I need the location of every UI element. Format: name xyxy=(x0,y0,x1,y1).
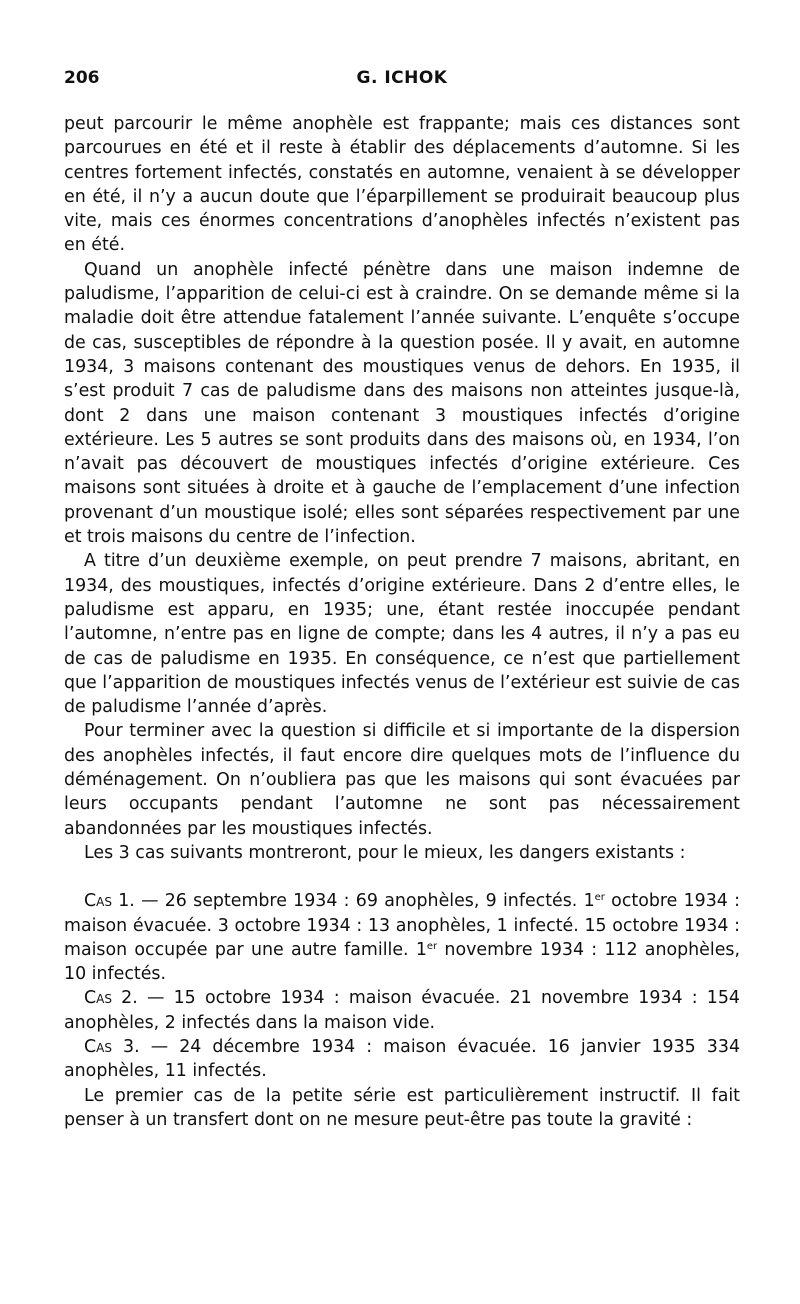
case-1-text-a: — 26 septembre 1934 : 69 anophèles, 9 infectés. 1 xyxy=(134,891,595,912)
case-1 xyxy=(64,889,740,986)
case-1-sup-2: er xyxy=(426,940,438,952)
case-1-text-c: novembre 1934 : 112 anophèles, 10 infectés. xyxy=(64,939,740,985)
paragraph-4: Pour terminer avec la question si difficile et si importante de la dispersion des anophèles infectés, il faut encore dire quelques mots de l’influence du déménagement. On n’oubliera pas que les maisons qui sont évacuées par leurs occupants pendant l’automne ne sont pas nécessairement abandonnées par les moustiques infectés. xyxy=(64,721,740,839)
paragraph-2: Quand un anophèle infecté pénètre dans une maison indemne de paludisme, l’apparition de celui-ci est à craindre. On se demande même si la maladie doit être attendue fatalement l’année suivante. L’enquête s’occupe de cas, susceptibles de répondre à la question posée. Il y avait, en automne 1934, 3 maisons contenant des moustiques venus de dehors. En 1935, il s’est produit 7 cas de paludisme dans des maisons non atteintes jusque-là, dont 2 dans une maison contenant 3 moustiques infectés d’origine extérieure. Les 5 autres se sont produits dans des maisons où, en 1934, l’on n’avait pas découvert de moustiques infectés d’origine extérieure. Ces maisons sont situées à droite et à gauche de l’emplacement d’une infection provenant d’un moustique isolé; elles sont séparées respectivement par une et trois maisons du centre de l’infection. xyxy=(64,259,740,548)
running-head xyxy=(64,68,740,98)
page-number: 206 xyxy=(64,68,100,88)
case-1-label: Cas 1. xyxy=(84,891,135,912)
paragraph-5: Les 3 cas suivants montreront, pour le mieux, les dangers existants : xyxy=(84,842,686,863)
case-3-text: — 24 décembre 1934 : maison évacuée. 16 janvier 1935 334 anophèles, 11 infectés. xyxy=(64,1036,741,1082)
case-2 xyxy=(64,986,740,1035)
case-list xyxy=(64,889,740,1083)
paragraph-3: A titre d’un deuxième exemple, on peut prendre 7 maisons, abritant, en 1934, des moustiques, infectés d’origine extérieure. Dans 2 d’entre elles, le paludisme est apparu, en 1935; une, étant restée inoccupée pendant l’automne, n’entre pas en ligne de compte; dans les 4 autres, il n’y a pas eu de cas de paludisme en 1935. En conséquence, ce n’est que partiellement que l’apparition de moustiques infectés venus de l’extérieur est suivie de cas de paludisme l’année d’après. xyxy=(64,551,740,718)
case-3-label: Cas 3. xyxy=(84,1036,140,1057)
case-2-text: — 15 octobre 1934 : maison évacuée. 21 novembre 1934 : 154 anophèles, 2 infectés dans la maison vide. xyxy=(64,988,740,1033)
case-3 xyxy=(64,1035,740,1084)
closing-paragraph: Le premier cas de la petite série est particulièrement instructif. Il fait penser à un transfert dont on ne mesure peut-être pas toute la gravité : xyxy=(64,1085,740,1130)
paragraph-1: peut parcourir le même anophèle est frappante; mais ces distances sont parcourues en été et il reste à établir des déplacements d’automne. Si les centres fortement infectés, constatés en automne, venaient à se développer en été, il n’y a aucun doute que l’éparpillement se produirait beaucoup plus vite, mais ces énormes concentrations d’anophèles infectés n’existent pas en été. xyxy=(64,114,740,256)
running-head-author: G. ICHOK xyxy=(356,68,448,88)
case-1-text-b: octobre 1934 : maison évacuée. 3 octobre 1934 : 13 anophèles, 1 infecté. 15 octobre 1934 : maison occupée par une autre famille. 1 xyxy=(64,891,740,960)
case-2-label: Cas 2. xyxy=(84,988,138,1009)
body-text xyxy=(64,112,740,1132)
case-1-sup-1: er xyxy=(594,892,605,904)
document-page xyxy=(64,68,740,1268)
